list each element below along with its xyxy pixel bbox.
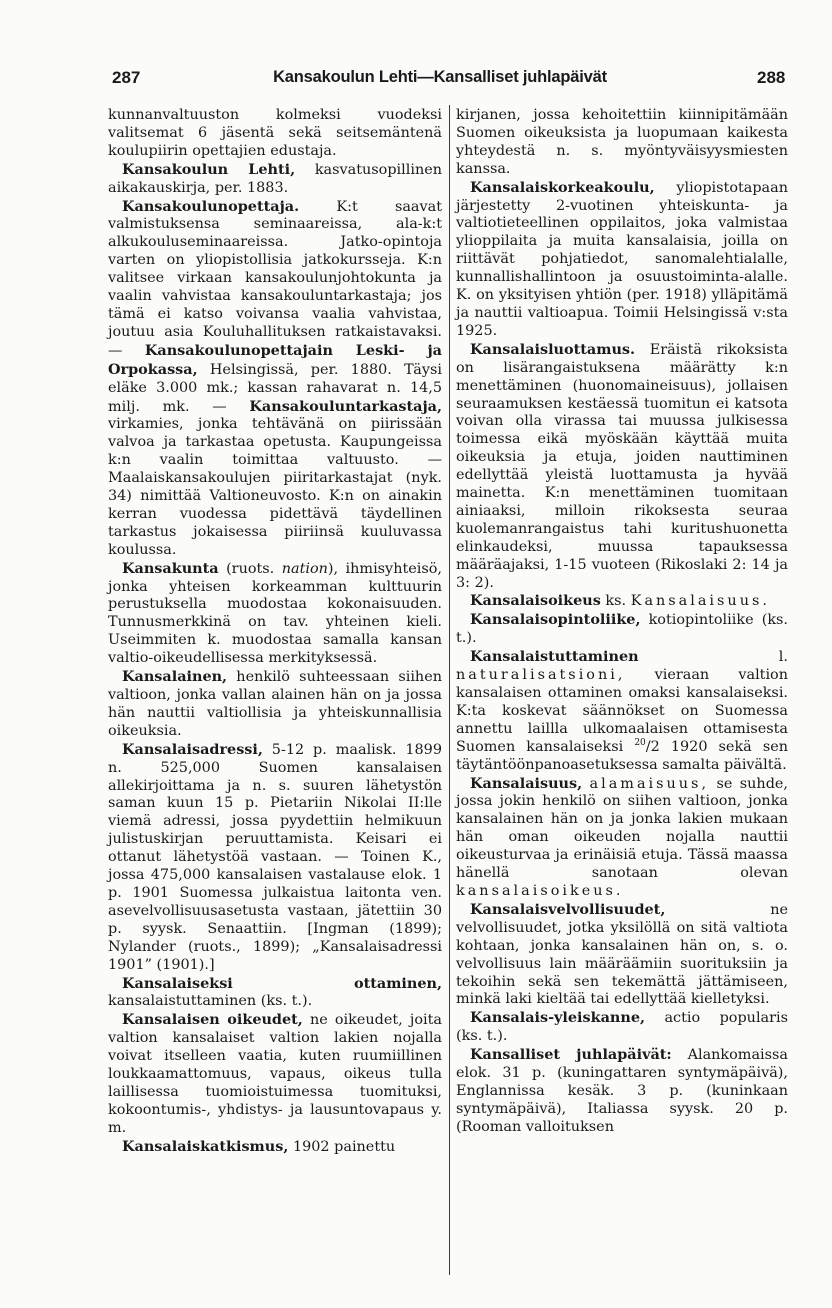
entry-kansalaiskatkismus: Kansalaiskatkismus, 1902 painettu	[122, 1137, 396, 1155]
entry-continuation: kirjanen, jossa kehoitettiin kiinnipitämään Suomen oikeuksista ja luopumaan kaikesta yhteydestä n. s. myöntyväisyysmiesten kanssa.	[456, 107, 788, 177]
entry-kansalliset-juhlapaivat: Kansalliset juhlapäivät: Alankomaissa elok. 31 p. (kuningattaren syntymäpäivä), Englannissa kesäk. 3 p. (kuninkaan syntymäpäivä), Italiassa syysk. 20 p. (Rooman valloituksen	[456, 1046, 788, 1135]
entry-kansalaisuus: Kansalaisuus, alamaisuus, se suhde, jossa jokin henkilö on siihen valtioon, jonka kansalainen hän on ja jonka lakien mukaan hän oman oikeuden nojalla nauttii oikeusturvaa ja erinäisiä etuja. Tässä maassa hänellä sanotaan olevan kansalaisoikeus.	[456, 774, 788, 899]
entry-kansalais-yleiskanne: Kansalais-yleiskanne, actio popularis (ks. t.).	[456, 1009, 788, 1045]
entry-kansalainen: Kansalainen, henkilö suhteessaan siihen valtioon, jonka vallan alainen hän on ja jossa hän nauttii valtiollisia ja yhteiskunnallisia oikeuksia.	[108, 668, 442, 739]
page-number-right: 288	[757, 68, 786, 87]
entry-kansalaiseksi-ottaminen: Kansalaiseksi ottaminen, kansalaistuttaminen (ks. t.).	[108, 974, 442, 1010]
entry-continuation: kunnanvaltuuston kolmeksi vuodeksi valitsemat 6 jäsentä sekä seitsemäntenä koulupiirin opettajien edustaja.	[108, 107, 442, 159]
entry-kansalaiskorkeakoulu: Kansalaiskorkeakoulu, yliopistotapaan järjestetty 2-vuotinen yhteiskunta- ja valtiotieteellinen oppilaitos, joka valmistaa ylioppilaita ja muita kansalaisia, joilla on riittävät pohjatiedot, sanomalehtialalle, kunnallishallintoon ja osuustoiminta-alalle. K. on yksityisen yhtiön (per. 1918) ylläpitämä ja nauttii valtioapua. Toimii Helsingissä v:sta 1925.	[456, 178, 788, 339]
running-title: Kansakoulun Lehti—Kansalliset juhlapäivät	[273, 68, 607, 86]
entry-kansalaisopintoliike: Kansalaisopintoliike, kotiopintoliike (ks. t.).	[456, 611, 788, 647]
entry-kansakoulun-lehti: Kansakoulun Lehti, kasvatusopillinen aikakauskirja, per. 1883.	[108, 160, 442, 196]
entry-kansalaisen-oikeudet: Kansalaisen oikeudet, ne oikeudet, joita valtion kansalaiset valtion lakien nojalla voivat itselleen vaatia, kuten ruumiillinen loukkaamattomuus, vapaus, oikeus tulla laillisessa tuomioistuimessa tuomituksi, kokoontumis-, yhdistys- ja lausuntovapaus y. m.	[108, 1011, 442, 1136]
entry-kansalaisluottamus: Kansalaisluottamus. Eräistä rikoksista on lisärangaistuksena määrätty k:n menettäminen (huonomaineisuus), jollaisen seuraamuksen kestäessä tuomitun ei katsota voivan olla virassa tai muussa julkisessa toimessa eikä myöskään käyttää muita oikeuksia ja etuja, joiden nauttiminen edellyttää yleistä luottamusta ja hyvää mainetta. K:n menettäminen tuomitaan ainiaaksi, milloin rikoksesta seuraa kuolemanrangaistus tahi kuritushuonetta elinkaudeksi, muussa tapauksessa määräajaksi, 1-15 vuoteen (Rikoslaki 2: 14 ja 3: 2).	[456, 340, 788, 591]
entry-kansalaisoikeus: Kansalaisoikeus ks. Kansalaisuus.	[470, 592, 770, 610]
page-number-left: 287	[112, 68, 141, 87]
entry-kansakoulunopettaja: Kansakoulunopettaja. K:t saavat valmistuksensa seminaareissa, ala-k:t alkukouluseminaareissa. Jatko-opintoja varten on yliopistollisia jatkokursseja. K:n valitsee virkaan kansakoulunjohtokunta ja vaalin vahvistaa kansakouluntarkastaja; jos tämä ei katso voivansa vaalia vahvistaa, joutuu asia Kouluhallituksen ratkaistavaksi. — Kansakoulunopettajain Leski- ja Orpokassa, Helsingissä, per. 1880. Täysi eläke 3.000 mk.; kassan rahavarat n. 14,5 milj. mk. — Kansakouluntarkastaja, virkamies, jonka tehtävänä on piirissään valvoa ja tarkastaa opetusta. Kaupungeissa k:n vaalin toimittaa valtuusto. — Maalaiskansakoulujen piiritarkastajat (nyk. 34) nimittää Valtioneuvosto. K:n on ainakin kerran vuodessa pidettävä täydellinen tarkastus jokaisessa piiriinsä kuuluvassa koulussa.	[108, 197, 443, 558]
entry-kansalaisvelvollisuudet: Kansalaisvelvollisuudet, ne velvollisuudet, jotka yksilöllä on sitä valtiota kohtaan, jonka kansalainen hän on, s. o. velvollisuus lain määräämiin suorituksiin ja tekoihin sekä sen tekemättä jättämiseen, minkä laki kieltää tai edellyttää kielletyksi.	[456, 900, 788, 1008]
page-header	[0, 68, 832, 98]
entry-kansalaistuttaminen: Kansalaistuttaminen l. naturalisatsioni, vieraan valtion kansalaisen ottaminen omaksi kansalaiseksi. K:ta koskevat säännökset on Suomessa annettu laillla ulkomaalaisen ottamisesta Suomen kansalaiseksi $^{20}$/2 1920 sekä sen täytäntöönpanoasetuksessa samalta päivältä.	[456, 648, 788, 773]
entry-kansalaisadressi: Kansalaisadressi, 5-12 p. maalisk. 1899 n. 525,000 Suomen kansalaisen allekirjoittama ja n. s. suuren lähetystön saman kuun 15 p. Pietariin Nikolai II:lle viemä adressi, jossa pyydettiin helmikuun julistuskirjan peruuttamista. Keisari ei ottanut lähetystöä vastaan. — Toinen K., jossa 475,000 kansalaisen vastalause elok. 1 p. 1901 Suomessa julkaistua laitonta ven. asevelvollisuusasetusta vastaan, jätettiin 30 p. syysk. Senaattiin. [Ingman (1899); Nylander (ruots., 1899); „Kansalaisadressi 1901” (1901).]	[108, 740, 442, 973]
right-column	[456, 107, 788, 1137]
entry-kansakunta: Kansakunta (ruots. nation), ihmisyhteisö, jonka yhteisen korkeamman kulttuurin perustuksella muodostaa kokonaisuuden. Tunnusmerkkinä on tav. yhteinen kieli. Useimmiten k. muodostaa samalla kansan valtio-oikeudellisessa merkityksessä.	[108, 559, 442, 667]
column-divider	[449, 105, 450, 1275]
left-column	[108, 107, 442, 1157]
